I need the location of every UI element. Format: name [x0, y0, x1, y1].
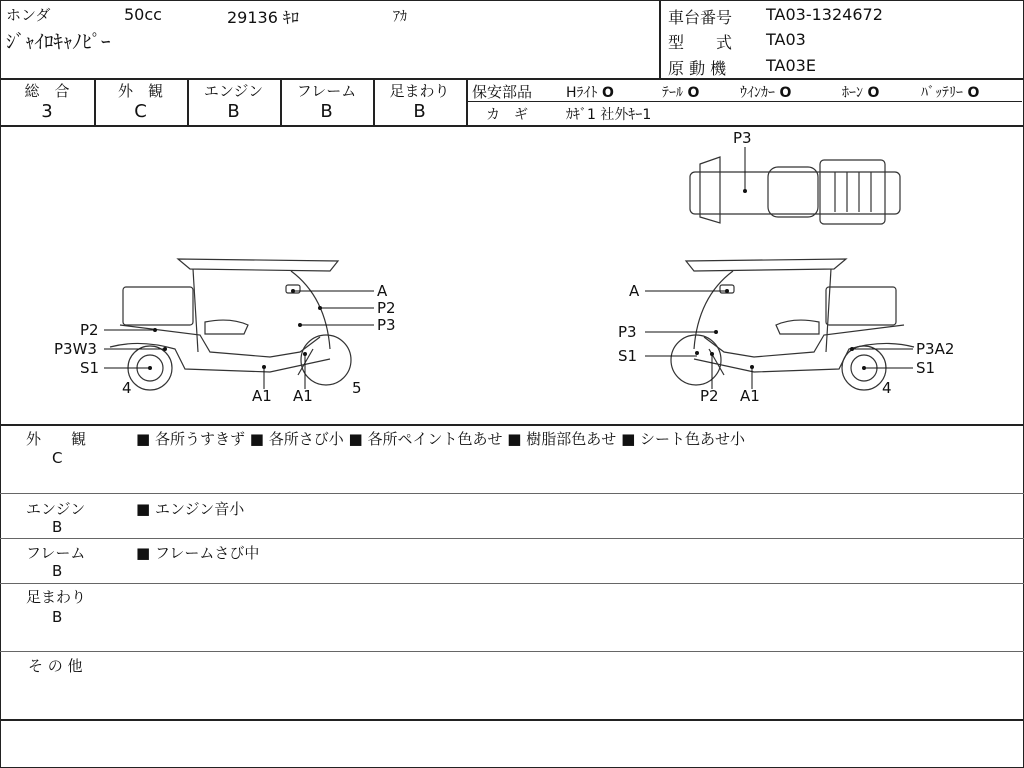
key-value: ｶｷﾞ1 社外ｷｰ1	[566, 107, 652, 123]
diagram-label: P2	[700, 387, 719, 405]
safety-item-battery: ﾊﾞｯﾃﾘｰ O	[921, 85, 980, 101]
rule	[0, 719, 1024, 721]
grade-label-overall: 総 合	[24, 82, 70, 100]
mileage: 29136 ｷﾛ	[227, 8, 299, 27]
grade-frame: B	[320, 101, 333, 122]
note-grade-frame: B	[52, 562, 63, 580]
scooter-right-leaders	[645, 291, 913, 389]
diagram-label: P2	[377, 299, 396, 317]
rule	[0, 493, 1024, 494]
note-label-other: そ の 他	[28, 657, 83, 675]
model-name: ｼﾞｬｲﾛｷｬﾉﾋﾟｰ	[6, 31, 111, 53]
safety-item-headlight: Hﾗｲﾄ O	[566, 85, 614, 101]
safety-item-horn: ﾎｰﾝ O	[842, 85, 880, 101]
grid-line	[466, 78, 468, 126]
diagram-label: A1	[740, 387, 760, 405]
diagram-label: P3A2	[916, 340, 955, 358]
grade-engine: B	[227, 101, 240, 122]
color: ｱｶ	[393, 9, 407, 25]
frame-no-label: 車台番号	[668, 8, 733, 27]
grade-overall: 3	[41, 101, 53, 122]
diagram-label: 5	[352, 379, 362, 397]
note-label-exterior: 外 観	[26, 430, 87, 448]
diagram-label: 4	[882, 379, 892, 397]
note-items-engine: ■ エンジン音小	[136, 500, 245, 518]
note-label-suspension: 足まわり	[26, 588, 87, 606]
diagram-label: 4	[122, 379, 132, 397]
note-grade-engine: B	[52, 518, 63, 536]
note-label-engine: エンジン	[26, 500, 86, 518]
diagram-label: S1	[80, 359, 100, 377]
scooter-right-view	[671, 259, 914, 390]
rule	[0, 651, 1024, 652]
scooter-top-view	[690, 157, 900, 224]
note-label-frame: フレーム	[26, 544, 86, 562]
displacement: 50cc	[124, 5, 162, 24]
scooter-left-points	[148, 289, 322, 370]
scooter-left-leaders	[104, 291, 374, 389]
damage-diagram	[0, 127, 1024, 425]
grade-label-engine: エンジン	[203, 82, 264, 100]
grade-suspension: B	[413, 101, 426, 122]
diagram-label: S1	[916, 359, 936, 377]
note-items-exterior: ■ 各所うすきず ■ 各所さび小 ■ 各所ペイント色あせ ■ 樹脂部色あせ ■ シート色あせ小	[136, 430, 746, 448]
rule	[0, 538, 1024, 539]
diagram-label: A	[377, 282, 388, 300]
frame-no: TA03-1324672	[766, 5, 883, 24]
rule	[0, 424, 1024, 426]
type-value: TA03	[766, 30, 806, 49]
safety-label: 保安部品	[472, 83, 533, 101]
diagram-label: A1	[293, 387, 313, 405]
grade-exterior: C	[134, 101, 147, 122]
engine-label: 原 動 機	[668, 59, 727, 78]
safety-item-winker: ｳｲﾝｶｰ O	[740, 85, 792, 101]
diagram-label: P3	[377, 316, 396, 334]
diagram-label: P3	[618, 323, 637, 341]
diagram-label: P2	[80, 321, 99, 339]
diagram-label: P3	[733, 129, 752, 147]
maker: ホンダ	[6, 6, 51, 24]
safety-item-tail: ﾃｰﾙ O	[662, 85, 700, 101]
grade-label-suspension: 足まわり	[389, 82, 450, 100]
grade-label-exterior: 外 観	[117, 82, 163, 100]
diagram-label: P3W3	[54, 340, 97, 358]
rule	[0, 583, 1024, 584]
header-divider	[659, 0, 661, 78]
diagram-label: A	[629, 282, 640, 300]
grade-label-frame: フレーム	[296, 82, 357, 100]
type-label: 型 式	[668, 33, 733, 52]
engine-value: TA03E	[766, 56, 816, 75]
note-items-frame: ■ フレームさび中	[136, 544, 260, 562]
diagram-label: A1	[252, 387, 272, 405]
note-grade-suspension: B	[52, 608, 63, 626]
note-grade-exterior: C	[52, 449, 63, 467]
key-label: カ ギ	[486, 107, 528, 123]
diagram-label: S1	[618, 347, 638, 365]
